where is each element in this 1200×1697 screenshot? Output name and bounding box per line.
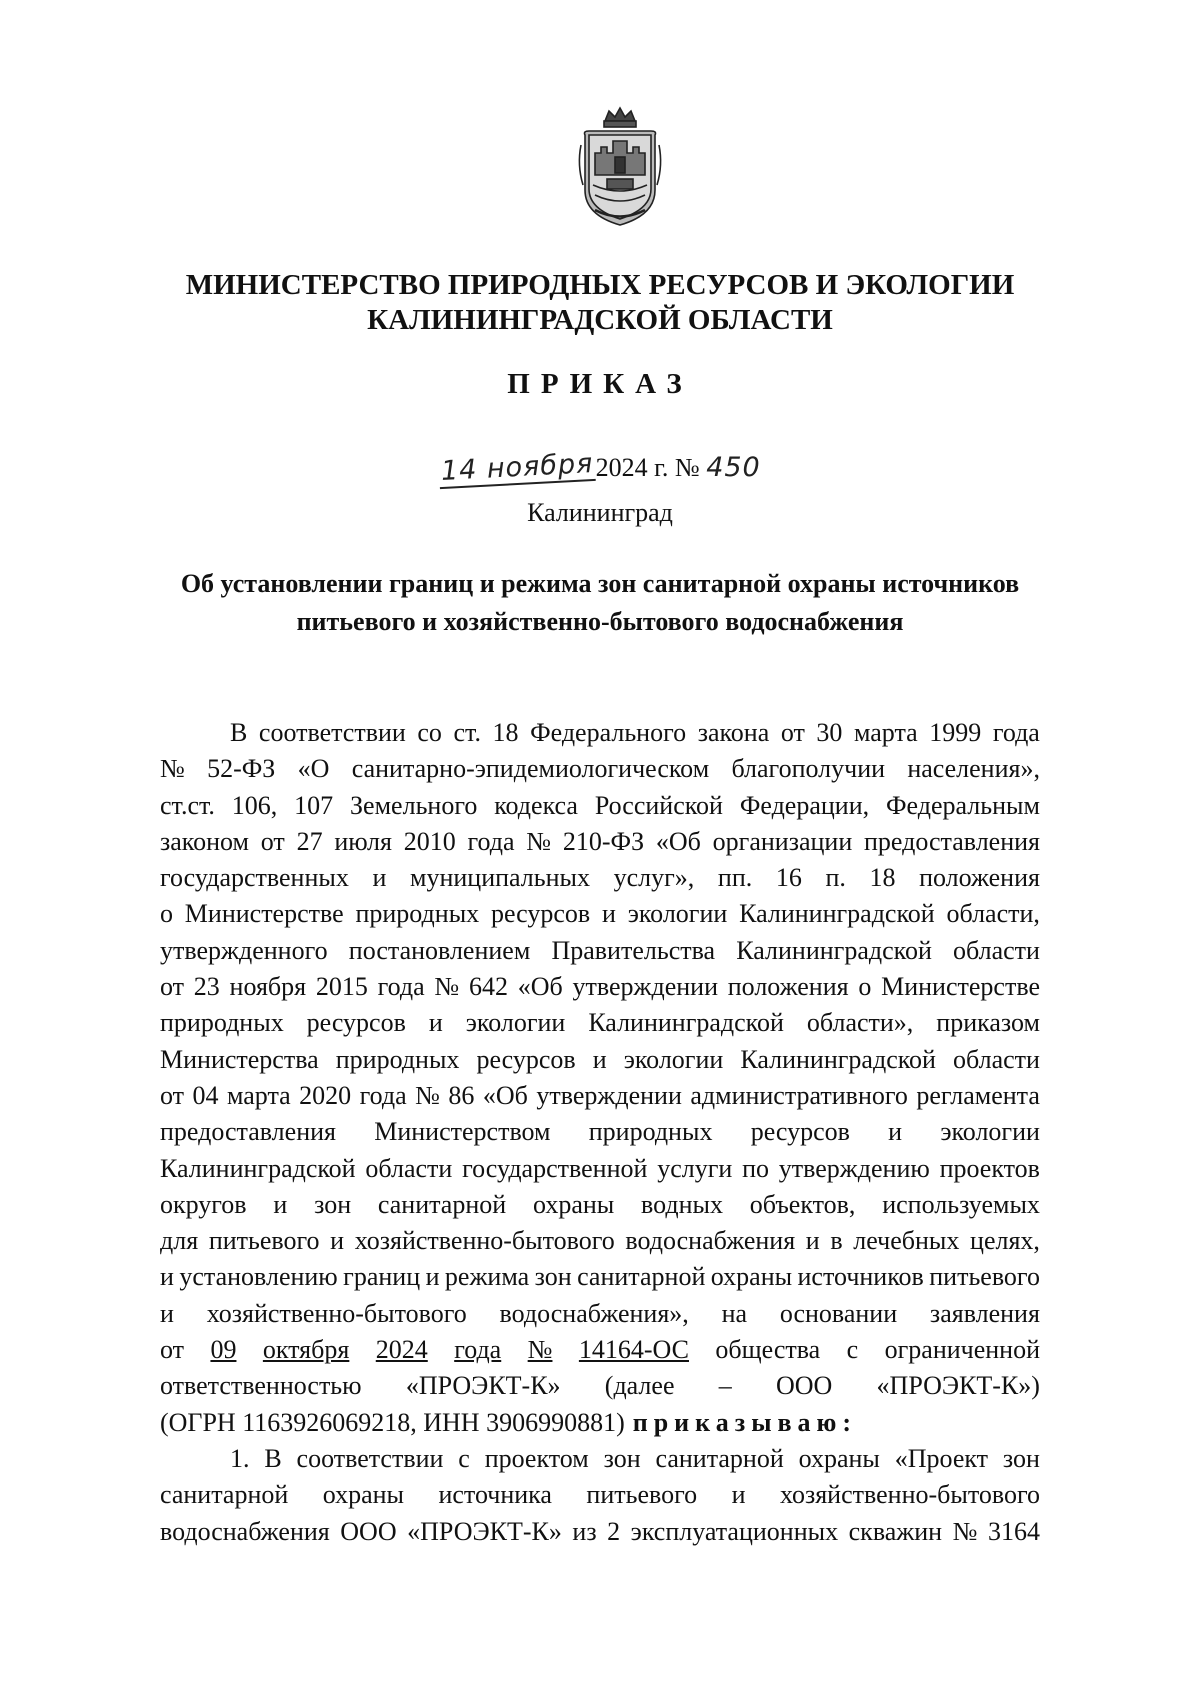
word: области <box>953 935 1040 965</box>
word: и <box>273 1189 288 1219</box>
word: «ПРОЭКТ-К» <box>407 1516 562 1546</box>
word: Калининградской <box>160 1153 356 1183</box>
word: Калининградской <box>736 935 932 965</box>
text-line <box>160 1441 1040 1477</box>
application-ref-word: 2024 <box>375 1335 428 1365</box>
ministry-line-2: КАЛИНИНГРАДСКОЙ ОБЛАСТИ <box>367 304 833 336</box>
word: марта <box>226 1080 291 1110</box>
word: основании <box>779 1298 898 1328</box>
word: округов <box>160 1189 247 1219</box>
word: 30 <box>816 718 843 747</box>
word: используемых <box>882 1189 1040 1219</box>
word: № <box>434 972 460 1002</box>
word: «Об <box>482 1080 528 1110</box>
word: режима <box>444 1262 530 1292</box>
application-ref-word: 14164-ОС <box>578 1335 689 1365</box>
word: санитарной <box>377 1189 507 1219</box>
word: Федерального <box>530 718 687 747</box>
word: Министерстве <box>184 899 344 929</box>
word: Министерстве <box>881 972 1040 1002</box>
word: и <box>372 863 387 893</box>
subject-line-2: питьевого и хозяйственно-бытового водоснабжения <box>296 607 904 636</box>
word: ст. <box>453 718 481 747</box>
word: и <box>160 1262 174 1292</box>
word: Федеральным <box>886 790 1040 820</box>
word: муниципальных <box>410 863 591 893</box>
word: лечебных <box>853 1226 960 1256</box>
word: санитарной <box>160 1480 289 1510</box>
word: питьевого <box>586 1480 698 1510</box>
word: и <box>805 1226 820 1256</box>
word: санитарно-эпидемиологическом <box>351 754 710 784</box>
word: по <box>742 1153 769 1183</box>
word: государственных <box>160 863 349 893</box>
word: санитарной <box>655 1443 784 1473</box>
ministry-line-1: МИНИСТЕРСТВО ПРИРОДНЫХ РЕСУРСОВ И ЭКОЛОГИИ <box>185 269 1015 301</box>
word: Министерства <box>160 1044 319 1074</box>
ogrn-inn: (ОГРН 1163926069218, ИНН 3906990881) <box>160 1407 625 1437</box>
text-line <box>160 1187 1040 1223</box>
word: источников <box>797 1262 924 1292</box>
word: ноября <box>229 972 307 1002</box>
word: ограниченной <box>884 1335 1040 1365</box>
year-number-label: 2024 г. № <box>595 453 700 482</box>
word: зон <box>1002 1443 1040 1473</box>
word: «ПРОЭКТ-К» <box>405 1371 561 1401</box>
word: В <box>264 1443 282 1473</box>
coat-of-arms-emblem <box>575 105 665 230</box>
word: услуг», <box>613 863 695 893</box>
word: Российской <box>594 790 723 820</box>
word: водоснабжения <box>625 1226 796 1256</box>
word: 3164 <box>987 1516 1040 1546</box>
word: 16 <box>775 863 802 893</box>
text-line <box>160 1368 1040 1404</box>
text-line <box>160 1296 1040 1332</box>
word: июля <box>334 826 392 856</box>
word: о <box>858 972 872 1002</box>
word: 27 <box>296 826 323 856</box>
word: Министерством <box>374 1117 551 1147</box>
text-line <box>160 788 1040 824</box>
word: предоставления <box>864 826 1040 856</box>
word: административного <box>690 1080 908 1110</box>
text-line <box>160 896 1040 932</box>
document-type: ПРИКАЗ <box>507 368 693 400</box>
word: границ <box>343 1262 421 1292</box>
word: хозяйственно-бытового <box>779 1480 1040 1510</box>
word: о <box>160 899 173 929</box>
word: от <box>160 972 185 1002</box>
word: охраны <box>710 1262 793 1292</box>
text-line <box>160 1477 1040 1513</box>
application-ref-word: года <box>454 1335 502 1365</box>
word: ответственностью <box>160 1371 362 1401</box>
word: закона <box>697 718 770 747</box>
text-line <box>160 1151 1040 1187</box>
word: водоснабжения», <box>499 1298 689 1328</box>
text-line <box>160 824 1040 860</box>
word: законом <box>160 826 249 856</box>
word: Калининградской <box>740 1044 936 1074</box>
word: и <box>592 1044 607 1074</box>
word: от <box>260 826 285 856</box>
word: экологии <box>465 1008 566 1038</box>
word: 52-ФЗ <box>207 754 276 784</box>
text-line <box>160 969 1040 1005</box>
word: утверждении <box>536 1080 682 1110</box>
word: и <box>425 1262 440 1292</box>
word: от <box>160 1080 185 1110</box>
text-line <box>160 715 1040 751</box>
text-line <box>160 1514 1040 1550</box>
word: зон <box>314 1189 352 1219</box>
order-word: приказываю: <box>632 1407 858 1437</box>
word: года <box>359 1080 407 1110</box>
word: ст.ст. <box>160 790 215 820</box>
word: проектом <box>484 1443 589 1473</box>
word: утвержденного <box>160 935 328 965</box>
word: 1999 <box>929 718 982 747</box>
word: экологии <box>623 1044 724 1074</box>
word: – <box>718 1371 732 1401</box>
word: в <box>830 1226 843 1256</box>
text-line <box>160 1223 1040 1259</box>
word: зон <box>534 1262 572 1292</box>
word: водоснабжения <box>160 1516 330 1546</box>
word: населения», <box>907 754 1040 784</box>
word: зон <box>603 1443 641 1473</box>
word: хозяйственно-бытового <box>354 1226 615 1256</box>
word: 18 <box>869 863 896 893</box>
word: заявления <box>929 1298 1040 1328</box>
text-line <box>160 860 1040 896</box>
word: Правительства <box>551 935 716 965</box>
word: марта <box>853 718 918 747</box>
word: области <box>365 1153 453 1183</box>
word: В <box>230 718 248 747</box>
word: и <box>731 1480 746 1510</box>
word: постановлением <box>348 935 531 965</box>
word: услуги <box>657 1153 733 1183</box>
text-line-ogrn <box>160 1405 1040 1441</box>
word: природных <box>355 899 480 929</box>
word: со <box>417 718 442 747</box>
word: «Проект <box>894 1443 989 1473</box>
word: Калининградской <box>588 1008 784 1038</box>
word: утверждении <box>572 972 718 1002</box>
text-line <box>160 1042 1040 1078</box>
word: экологии <box>940 1117 1040 1147</box>
word: и <box>601 899 616 929</box>
word: «Об <box>655 826 701 856</box>
word: охраны <box>322 1480 405 1510</box>
word: 18 <box>492 718 519 747</box>
word: природных <box>160 1008 284 1038</box>
word: охраны <box>532 1189 615 1219</box>
text-line <box>160 1078 1040 1114</box>
word: 23 <box>193 972 220 1002</box>
word: ресурсов <box>490 899 591 929</box>
text-line <box>160 933 1040 969</box>
word: благополучии <box>731 754 886 784</box>
text-line <box>160 1005 1040 1041</box>
word: «О <box>297 754 330 784</box>
word: экологии <box>627 899 728 929</box>
word: пп. <box>717 863 753 893</box>
word: приказом <box>936 1008 1040 1038</box>
word: и <box>428 1008 443 1038</box>
word: от <box>780 718 805 747</box>
word: 2010 <box>403 826 456 856</box>
word: ресурсов <box>306 1008 406 1038</box>
word: ресурсов <box>476 1044 576 1074</box>
word: и <box>160 1298 174 1328</box>
word: 210-ФЗ <box>562 826 645 856</box>
word: государственной <box>462 1153 648 1183</box>
word: 2015 <box>315 972 368 1002</box>
word: на <box>721 1298 748 1328</box>
word: регламента <box>916 1080 1040 1110</box>
word: № <box>952 1516 978 1546</box>
word: питьевого <box>208 1226 320 1256</box>
word: Калининградской <box>739 899 935 929</box>
word: с <box>846 1335 859 1365</box>
word: природных <box>588 1117 713 1147</box>
word: года <box>467 826 515 856</box>
word: проектов <box>939 1153 1040 1183</box>
word: 86 <box>448 1080 475 1110</box>
word: общества <box>715 1335 821 1365</box>
word: питьевого <box>929 1262 1040 1292</box>
word: для <box>160 1226 199 1256</box>
word: области, <box>946 899 1040 929</box>
city: Калининград <box>527 498 673 527</box>
word: области», <box>806 1008 914 1038</box>
word: утверждению <box>778 1153 930 1183</box>
word: (далее <box>604 1371 675 1401</box>
word: области <box>953 1044 1040 1074</box>
text-line <box>160 1259 1040 1295</box>
subject-line-1: Об установлении границ и режима зон санитарной охраны источников <box>180 569 1020 598</box>
handwritten-number: 450 <box>706 452 761 483</box>
application-ref-word: 09 <box>210 1335 237 1365</box>
word: ООО <box>775 1371 833 1401</box>
text-line <box>160 751 1040 787</box>
handwritten-date: 14 ноября <box>438 448 596 489</box>
application-ref-word: октября <box>262 1335 350 1365</box>
word: и <box>330 1226 345 1256</box>
word: соответствии <box>258 718 406 747</box>
word: положения <box>727 972 849 1002</box>
word: из <box>572 1516 597 1546</box>
application-ref-word: № <box>527 1335 553 1365</box>
word: 2020 <box>299 1080 352 1110</box>
word: природных <box>335 1044 460 1074</box>
text-line <box>160 1114 1040 1150</box>
word: установлению <box>179 1262 338 1292</box>
word: положения <box>919 863 1040 893</box>
word: кодекса <box>494 790 578 820</box>
word: скважин <box>848 1516 943 1546</box>
word: Земельного <box>350 790 478 820</box>
word: охраны <box>798 1443 880 1473</box>
document-subject <box>150 565 1050 641</box>
word: соответствии <box>296 1443 444 1473</box>
document-body <box>160 715 1040 1550</box>
word: «Об <box>517 972 563 1002</box>
word: № <box>415 1080 440 1110</box>
word: Федерации, <box>739 790 870 820</box>
word: целях, <box>970 1226 1040 1256</box>
word: 106, <box>231 790 278 820</box>
word: предоставления <box>160 1117 336 1147</box>
word: объектов, <box>749 1189 856 1219</box>
word: и <box>888 1117 903 1147</box>
word: 2 <box>607 1516 621 1546</box>
word: 642 <box>468 972 508 1002</box>
word: хозяйственно-бытового <box>206 1298 467 1328</box>
word: года <box>377 972 425 1002</box>
text-line-application <box>160 1332 1040 1368</box>
ministry-name <box>0 268 1200 338</box>
word: п. <box>825 863 846 893</box>
word: 04 <box>192 1080 219 1110</box>
word: ресурсов <box>750 1117 850 1147</box>
word: № <box>160 754 185 784</box>
word: организации <box>712 826 853 856</box>
word: 107 <box>294 790 334 820</box>
word: № <box>526 826 552 856</box>
word: от <box>160 1335 185 1365</box>
word: санитарной <box>577 1262 706 1292</box>
word: с <box>458 1443 470 1473</box>
word: водных <box>641 1189 723 1219</box>
word: источника <box>438 1480 552 1510</box>
word: ООО <box>340 1516 397 1546</box>
word: года <box>992 718 1040 747</box>
word: 1. <box>230 1443 250 1473</box>
date-number-line <box>0 448 1200 487</box>
word: эксплуатационных <box>630 1516 839 1546</box>
word: «ПРОЭКТ-К») <box>876 1371 1040 1401</box>
